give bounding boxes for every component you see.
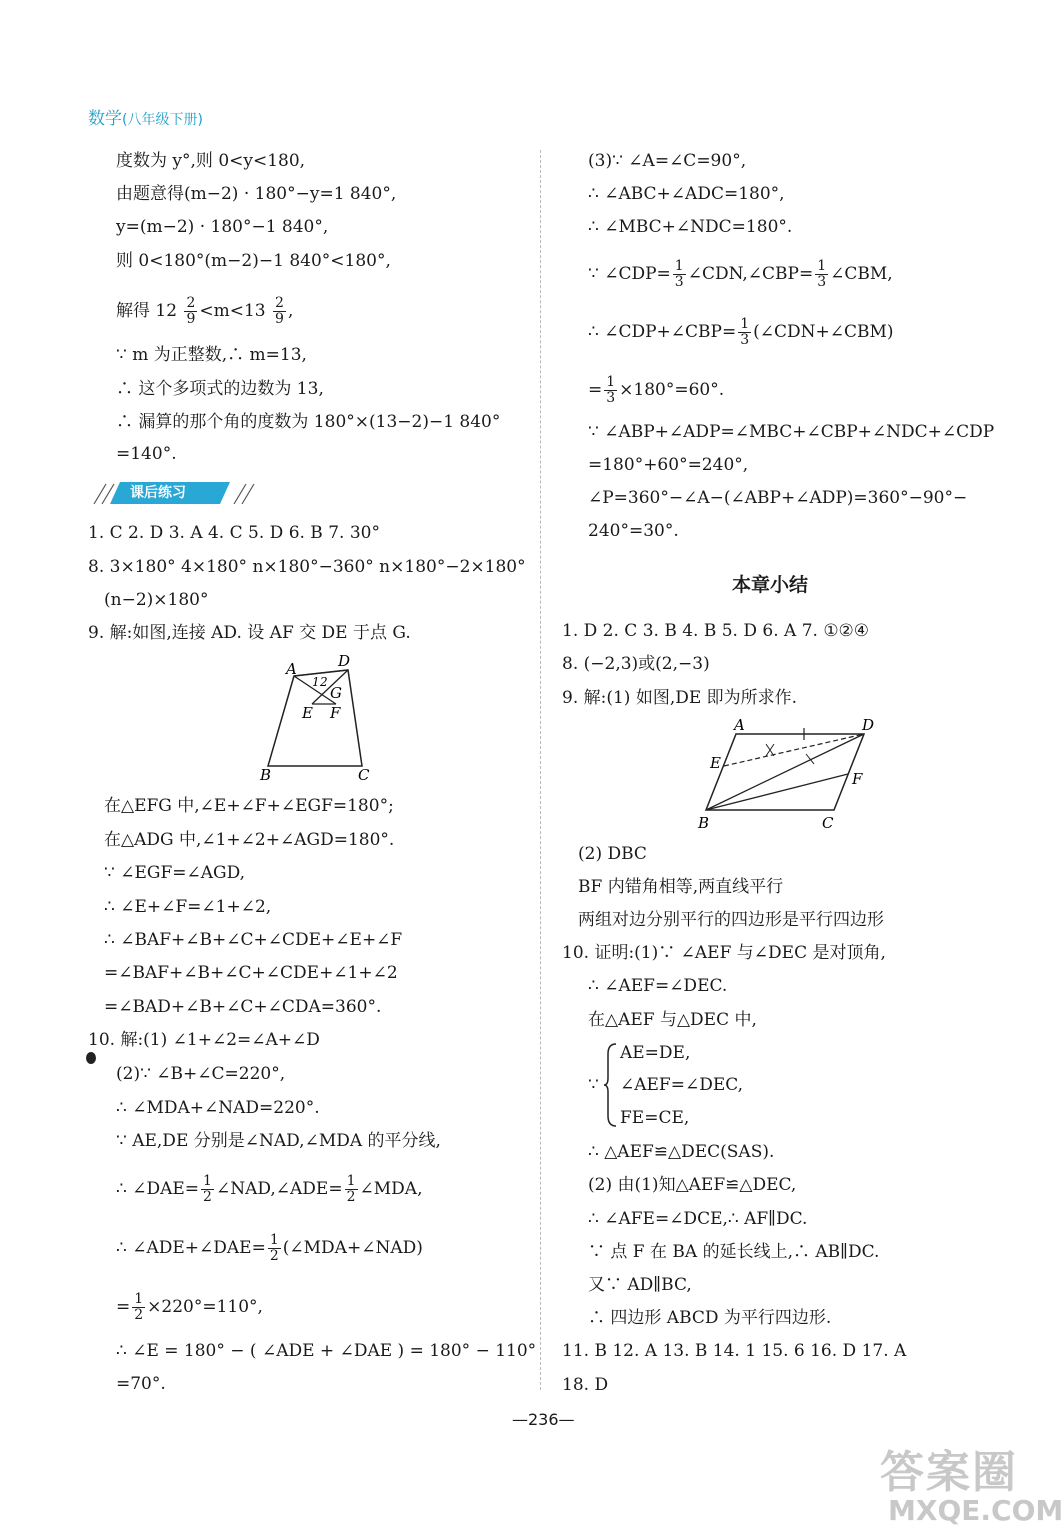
denominator: 3 <box>817 274 827 290</box>
text-fragment: , <box>287 301 294 321</box>
watermark <box>880 1447 1063 1527</box>
condition-line: AE=DE, <box>620 1043 691 1063</box>
text-fragment: <m<13 <box>199 301 266 321</box>
fraction <box>345 1174 358 1205</box>
text-fragment: ∴ ∠CDP+∠CBP= <box>588 322 737 342</box>
vertex-label-D: D <box>862 716 875 734</box>
formula-line <box>116 296 293 327</box>
text-line: 由题意得(m−2) · 180°−y=1 840°, <box>116 184 397 204</box>
text-line: ∠P=360°−∠A−(∠ABP+∠ADP)=360°−90°− <box>588 488 968 508</box>
text-fragment: ∠CDN,∠CBP= <box>687 264 814 284</box>
column-divider <box>540 150 541 1390</box>
text-fragment: ×220°=110°, <box>147 1297 263 1317</box>
text-line: ∴ ∠AFE=∠DCE,∴ AF∥DC. <box>588 1209 808 1229</box>
text-fragment: ∴ ∠ADE+∠DAE= <box>116 1238 266 1258</box>
text-line: 又∵ AD∥BC, <box>588 1275 692 1295</box>
point-label-E: E <box>302 704 313 722</box>
denominator: 2 <box>203 1189 212 1205</box>
text-fragment: ∵ ∠CDP= <box>588 264 671 284</box>
text-line: (2)∵ ∠B+∠C=220°, <box>116 1064 286 1084</box>
text-line: =180°+60°=240°, <box>588 455 749 475</box>
book-header <box>88 104 203 129</box>
text-line: =∠BAF+∠B+∠C+∠CDE+∠1+∠2 <box>104 963 398 983</box>
answer-line: 10. 证明:(1)∵ ∠AEF 与∠DEC 是对顶角, <box>562 943 886 963</box>
text-fragment: ∠CBM, <box>830 264 893 284</box>
vertex-label-B: B <box>698 814 710 832</box>
text-line: =∠BAD+∠B+∠C+∠CDA=360°. <box>104 997 382 1017</box>
denominator: 9 <box>186 311 196 327</box>
text-line: ∵ ∠ABP+∠ADP=∠MBC+∠CBP+∠NDC+∠CDP <box>588 422 995 442</box>
section-title: 本章小结 <box>732 574 809 596</box>
text-fragment: ∴ ∠DAE= <box>116 1179 200 1199</box>
subject-label: 数学 <box>88 109 122 129</box>
text-line: BF 内错角相等,两直线平行 <box>578 877 784 897</box>
text-line: ∵ AE,DE 分别是∠NAD,∠MDA 的平分线, <box>116 1131 441 1151</box>
answer-line: 10. 解:(1) ∠1+∠2=∠A+∠D <box>88 1030 320 1050</box>
fraction <box>201 1174 214 1205</box>
because-symbol: ∵ <box>588 1075 599 1095</box>
fraction <box>273 296 286 327</box>
text-line: ∵ 点 F 在 BA 的延长线上,∴ AB∥DC. <box>588 1242 880 1262</box>
text-line: 在△EFG 中,∠E+∠F+∠EGF=180°; <box>104 796 394 816</box>
answer-line: 9. 解:如图,连接 AD. 设 AF 交 DE 于点 G. <box>88 623 411 643</box>
numerator: 1 <box>674 258 684 274</box>
vertex-label-D: D <box>338 652 351 670</box>
fraction <box>738 317 751 348</box>
text-fragment: (∠MDA+∠NAD) <box>282 1238 423 1258</box>
left-brace <box>604 1042 618 1128</box>
fraction <box>132 1292 145 1323</box>
answer-line: 8. (−2,3)或(2,−3) <box>562 654 710 674</box>
vertex-label-B: B <box>260 766 272 784</box>
text-line: (3)∵ ∠A=∠C=90°, <box>588 151 747 171</box>
denominator: 3 <box>740 332 750 348</box>
section-badge-label: 课后练习 <box>130 485 186 501</box>
text-line: ∴ ∠BAF+∠B+∠C+∠CDE+∠E+∠F <box>104 930 403 950</box>
numerator: 1 <box>606 374 616 390</box>
vertex-label-C: C <box>822 814 834 832</box>
answer-line: 1. C 2. D 3. A 4. C 5. D 6. B 7. 30° <box>88 523 380 543</box>
numerator: 1 <box>740 316 750 332</box>
numerator: 2 <box>186 295 196 311</box>
text-line: ∴ ∠MBC+∠NDC=180°. <box>588 217 793 237</box>
text-fragment: ×180°=60°. <box>619 380 725 400</box>
text-line: ∴ 四边形 ABCD 为平行四边形. <box>588 1308 832 1328</box>
fraction <box>184 296 197 327</box>
answer-line: 8. 3×180° 4×180° n×180°−360° n×180°−2×180° <box>88 557 526 577</box>
denominator: 2 <box>134 1307 144 1323</box>
text-line: y=(m−2) · 180°−1 840°, <box>116 217 329 237</box>
vertex-label-A: A <box>286 660 297 678</box>
point-label-F: F <box>852 770 863 788</box>
text-line: =70°. <box>116 1374 166 1394</box>
text-line: (2) 由(1)知△AEF≌△DEC, <box>588 1175 797 1195</box>
numerator: 1 <box>134 1291 144 1307</box>
text-line: ∵ m 为正整数,∴ m=13, <box>116 345 307 365</box>
text-line: (2) DBC <box>578 844 647 864</box>
answer-line: 1. D 2. C 3. B 4. B 5. D 6. A 7. ①②④ <box>562 621 870 641</box>
text-line: ∴ ∠E+∠F=∠1+∠2, <box>104 897 272 917</box>
answer-line: 18. D <box>562 1375 609 1395</box>
text-line: ∴ △AEF≌△DEC(SAS). <box>588 1142 775 1162</box>
denominator: 2 <box>346 1189 356 1205</box>
text-fragment: (∠CDN+∠CBM) <box>753 322 894 342</box>
numerator: 2 <box>275 295 284 311</box>
condition-line: FE=CE, <box>620 1108 690 1128</box>
text-fragment: ∠MDA, <box>359 1179 423 1199</box>
text-fragment: = <box>588 380 603 400</box>
numerator: 1 <box>203 1173 212 1189</box>
text-line: 度数为 y°,则 0<y<180, <box>116 151 306 171</box>
scan-dot <box>86 1052 96 1064</box>
page-number: —236— <box>512 1410 575 1429</box>
vertex-label-A: A <box>734 716 745 734</box>
text-line: ∴ ∠E = 180° − ( ∠ADE + ∠DAE ) = 180° − 110° <box>116 1341 537 1361</box>
fraction <box>604 375 617 406</box>
formula-line <box>116 1233 423 1264</box>
vertex-label-C: C <box>358 766 370 784</box>
formula-line <box>588 317 894 348</box>
numerator: 1 <box>817 258 827 274</box>
text-line: ∵ ∠EGF=∠AGD, <box>104 863 246 883</box>
denominator: 3 <box>606 390 616 406</box>
point-label-E: E <box>710 754 721 772</box>
denominator: 9 <box>275 311 284 327</box>
text-line: 两组对边分别平行的四边形是平行四边形 <box>578 910 884 930</box>
text-fragment: ∠NAD,∠ADE= <box>215 1179 343 1199</box>
formula-line <box>588 375 724 406</box>
fraction <box>268 1233 281 1264</box>
angle-label-2: 2 <box>320 675 328 689</box>
text-line: =140°. <box>116 444 177 464</box>
text-line: ∴ 漏算的那个角的度数为 180°×(13−2)−1 840° <box>116 412 501 432</box>
angle-label-1: 1 <box>312 675 320 689</box>
point-label-F: F <box>330 704 341 722</box>
text-line: ∴ 这个多项式的边数为 13, <box>116 379 324 399</box>
numerator: 1 <box>346 1173 356 1189</box>
answer-line: 9. 解:(1) 如图,DE 即为所求作. <box>562 688 798 708</box>
numerator: 1 <box>269 1232 279 1248</box>
condition-line: ∠AEF=∠DEC, <box>620 1075 744 1095</box>
denominator: 3 <box>674 274 684 290</box>
point-label-G: G <box>330 684 342 702</box>
quadrilateral-figure <box>252 652 382 784</box>
formula-line <box>116 1174 422 1205</box>
formula-line <box>116 1292 263 1323</box>
text-line: ∴ ∠AEF=∠DEC. <box>588 976 728 996</box>
formula-line <box>588 259 893 290</box>
text-fragment: 解得 12 <box>116 301 178 321</box>
volume-label: (八年级下册) <box>122 112 203 128</box>
watermark-text: 答案圈 <box>880 1447 1018 1498</box>
fraction <box>673 259 686 290</box>
watermark-url: MXQE.COM <box>888 1494 1063 1527</box>
text-line: 240°=30°. <box>588 521 679 541</box>
text-line: ∴ ∠ABC+∠ADC=180°, <box>588 184 785 204</box>
text-line: ∴ ∠MDA+∠NAD=220°. <box>116 1098 320 1118</box>
answer-line: 11. B 12. A 13. B 14. 1 15. 6 16. D 17. A <box>562 1341 907 1361</box>
text-fragment: = <box>116 1297 131 1317</box>
fraction <box>815 259 828 290</box>
text-line: 在△ADG 中,∠1+∠2+∠AGD=180°. <box>104 830 395 850</box>
denominator: 2 <box>269 1248 279 1264</box>
text-line: 在△AEF 与△DEC 中, <box>588 1010 757 1030</box>
text-line: 则 0<180°(m−2)−1 840°<180°, <box>116 251 391 271</box>
parallelogram-figure <box>692 714 882 836</box>
answer-line: (n−2)×180° <box>104 590 209 610</box>
